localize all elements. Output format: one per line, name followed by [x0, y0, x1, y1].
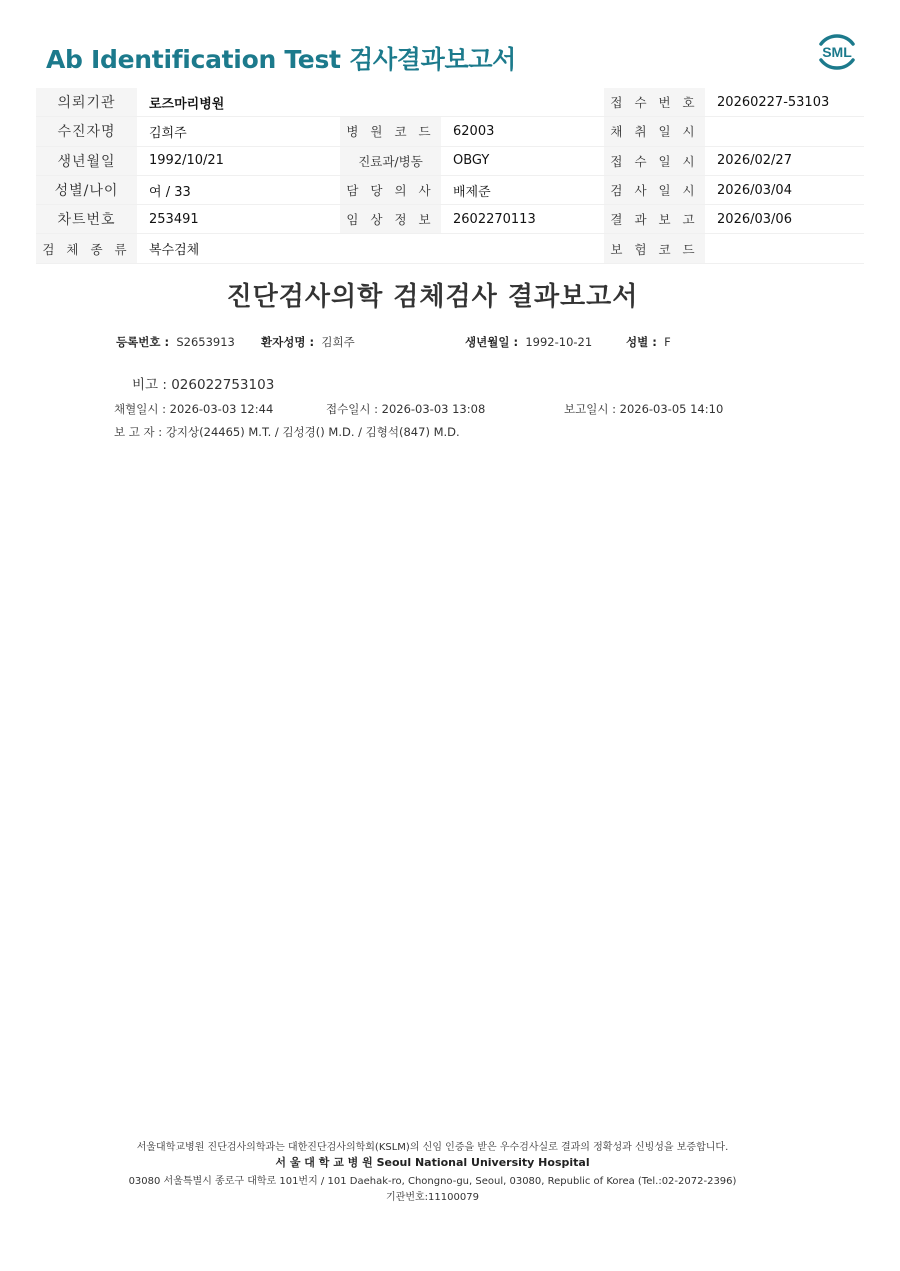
- label-birth-date: 생년월일: [36, 146, 137, 175]
- label-hospital-code: 병 원 코 드: [340, 117, 441, 146]
- label-test-datetime: 검 사 일 시: [604, 175, 705, 204]
- info-row: [36, 117, 864, 146]
- value-result-report: 2026/03/06: [705, 205, 864, 234]
- reg-no-value: S2653913: [176, 335, 235, 349]
- label-specimen-type: 검 체 종 류: [36, 234, 137, 263]
- info-row: [36, 205, 864, 234]
- logo-text: SML: [822, 44, 852, 60]
- reporter-field: [114, 424, 460, 440]
- reg-no-field: [116, 334, 235, 350]
- footer-institution-number: 기관번호:11100079: [386, 1192, 479, 1203]
- note-field: [132, 373, 274, 393]
- footer-address: 03080 서울특별시 종로구 대학로 101번지 / 101 Daehak-ro, Chongno-gu, Seoul, 03080, Republic of Korea (Tel.:02-2072-2396): [128, 1176, 737, 1187]
- note-value: 026022753103: [171, 377, 275, 393]
- patient-name-value: 김희주: [321, 335, 355, 349]
- reporter-value: 강지상(24465) M.T. / 김성경() M.D. / 김형석(847) M.D.: [165, 425, 460, 439]
- sex-value: F: [664, 335, 671, 349]
- receive-field: [326, 401, 485, 417]
- label-patient-name: 수진자명: [36, 117, 137, 146]
- note-label: 비고 :: [132, 377, 167, 393]
- label-clinical-info: 임 상 정 보: [340, 205, 441, 234]
- patient-info-table: [36, 88, 864, 264]
- report-datetime-label: 보고일시 :: [564, 402, 616, 416]
- sex-field: [626, 334, 671, 350]
- label-result-report: 결 과 보 고: [604, 205, 705, 234]
- value-birth-date: 1992/10/21: [137, 146, 340, 175]
- dob-label: 생년월일 :: [465, 335, 519, 349]
- collect-value: 2026-03-03 12:44: [169, 402, 274, 416]
- value-collection-datetime: [705, 117, 864, 146]
- label-sex-age: 성별/나이: [36, 175, 137, 204]
- value-department-ward: OBGY: [441, 146, 604, 175]
- info-row: [36, 146, 864, 175]
- footer-certification: 서울대학교병원 진단검사의학과는 대한진단검사의학회(KSLM)의 신임 인증을 받은 우수검사실로 결과의 정확성과 신빙성을 보증합니다.: [136, 1142, 729, 1153]
- label-attending-physician: 담 당 의 사: [340, 175, 441, 204]
- report-title: 진단검사의학 검체검사 결과보고서: [226, 282, 639, 312]
- info-row: [36, 175, 864, 204]
- collect-field: [114, 401, 273, 417]
- label-collection-datetime: 채 취 일 시: [604, 117, 705, 146]
- reporter-label: 보 고 자 :: [114, 425, 163, 439]
- patient-name-label: 환자성명 :: [261, 335, 315, 349]
- value-accession-number: 20260227-53103: [705, 88, 864, 117]
- value-chart-number: 253491: [137, 205, 340, 234]
- info-row: [36, 234, 864, 263]
- value-receipt-datetime: 2026/02/27: [705, 146, 864, 175]
- receive-value: 2026-03-03 13:08: [381, 402, 486, 416]
- value-insurance-code: [705, 234, 864, 263]
- value-sex-age: 여 / 33: [137, 175, 340, 204]
- value-hospital-code: 62003: [441, 117, 604, 146]
- label-chart-number: 차트번호: [36, 205, 137, 234]
- footer-hospital-name: 서 울 대 학 교 병 원 Seoul National University Hospital: [275, 1156, 590, 1169]
- dob-value: 1992-10-21: [525, 335, 593, 349]
- value-requesting-institution: 로즈마리병원: [137, 88, 604, 117]
- info-row: [36, 88, 864, 117]
- value-test-datetime: 2026/03/04: [705, 175, 864, 204]
- label-accession-number: 접 수 번 호: [604, 88, 705, 117]
- value-patient-name: 김희주: [137, 117, 340, 146]
- value-clinical-info: 2602270113: [441, 205, 604, 234]
- report-datetime-field: [564, 401, 723, 417]
- sml-logo-icon: [813, 28, 861, 76]
- label-department-ward: 진료과/병동: [340, 146, 441, 175]
- value-attending-physician: 배제준: [441, 175, 604, 204]
- dob-field: [465, 334, 592, 350]
- receive-label: 접수일시 :: [326, 402, 378, 416]
- reg-no-label: 등록번호 :: [116, 335, 170, 349]
- patient-name-field: [261, 334, 355, 350]
- label-insurance-code: 보 험 코 드: [604, 234, 705, 263]
- value-specimen-type: 복수검체: [137, 234, 604, 263]
- collect-label: 채혈일시 :: [114, 402, 166, 416]
- label-requesting-institution: 의뢰기관: [36, 88, 137, 117]
- report-datetime-value: 2026-03-05 14:10: [619, 402, 724, 416]
- label-receipt-datetime: 접 수 일 시: [604, 146, 705, 175]
- sex-label: 성별 :: [626, 335, 657, 349]
- report-header-title: Ab Identification Test 검사결과보고서: [46, 45, 517, 74]
